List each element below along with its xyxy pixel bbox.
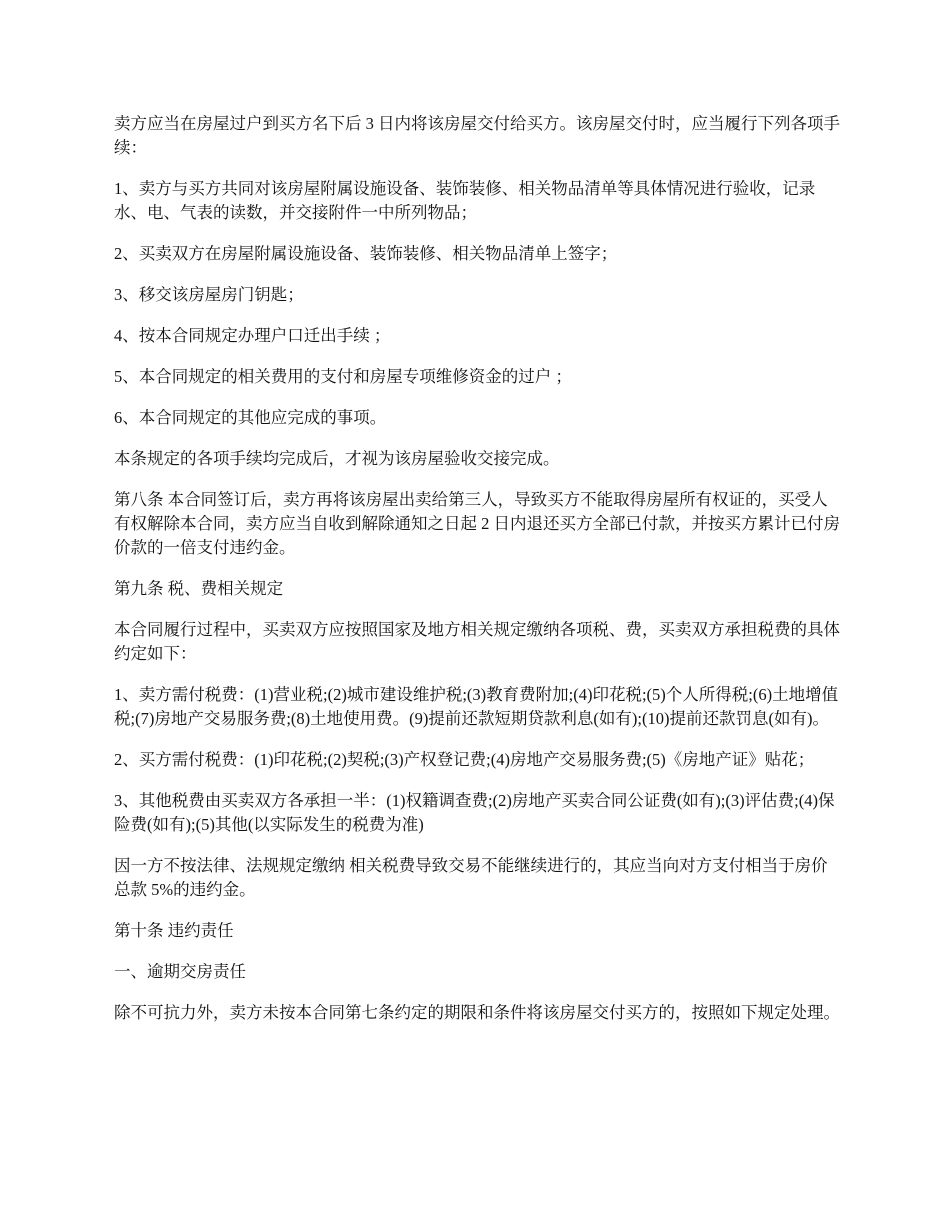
paragraph-handover-item-4: 4、按本合同规定办理户口迁出手续 ； (114, 326, 391, 345)
document-body (114, 112, 840, 1042)
subheading-late-delivery: 一、逾期交房责任 (114, 962, 246, 981)
paragraph-article-8: 第八条 本合同签订后，卖方再将该房屋出卖给第三人，导致买方不能取得房屋所有权证的，买受人有权解除本合同，卖方应当自收到解除通知之日起 2 日内退还买方全部已付款，并按买方累计已付房价款的一倍支付违约金。 (114, 490, 840, 557)
paragraph-tax-intro: 本合同履行过程中，买卖双方应按照国家及地方相关规定缴纳各项税、费，买卖双方承担税费的具体约定如下： (114, 620, 840, 663)
paragraph-shared-taxes: 3、其他税费由买卖双方各承担一半：(1)权籍调查费;(2)房地产买卖合同公证费(如有);(3)评估费;(4)保险费(如有);(5)其他(以实际发生的税费为准) (114, 791, 835, 834)
paragraph-handover-item-5: 5、本合同规定的相关费用的支付和房屋专项维修资金的过户 ； (114, 367, 572, 386)
paragraph-tax-penalty: 因一方不按法律、法规规定缴纳 相关税费导致交易不能继续进行的，其应当向对方支付相当于房价总款 5%的违约金。 (114, 856, 828, 899)
paragraph-handover-item-6: 6、本合同规定的其他应完成的事项。 (114, 408, 387, 427)
paragraph-late-delivery: 除不可抗力外，卖方未按本合同第七条约定的期限和条件将该房屋交付买方的，按照如下规定处理。 (114, 1003, 840, 1022)
paragraph-seller-taxes: 1、卖方需付税费：(1)营业税;(2)城市建设维护税;(3)教育费附加;(4)印花税;(5)个人所得税;(6)土地增值税;(7)房地产交易服务费;(8)土地使用费。(9)提前还款短期贷款利息(如有);(10)提前还款罚息(如有)。 (114, 685, 839, 728)
heading-article-9: 第九条 税、费相关规定 (114, 579, 284, 598)
paragraph-handover-item-2: 2、买卖双方在房屋附属设施设备、装饰装修、相关物品清单上签字； (114, 244, 618, 263)
paragraph-handover-item-1: 1、卖方与买方共同对该房屋附属设施设备、装饰装修、相关物品清单等具体情况进行验收，记录水、电、气表的读数，并交接附件一中所列物品； (114, 179, 816, 222)
paragraph-handover-item-3: 3、移交该房屋房门钥匙； (114, 285, 304, 304)
paragraph-handover-complete: 本条规定的各项手续均完成后，才视为该房屋验收交接完成。 (114, 449, 560, 468)
heading-article-10: 第十条 违约责任 (114, 921, 234, 940)
paragraph-handover-intro: 卖方应当在房屋过户到买方名下后 3 日内将该房屋交付给买方。该房屋交付时，应当履行下列各项手续： (114, 114, 840, 157)
paragraph-buyer-taxes: 2、买方需付税费：(1)印花税;(2)契税;(3)产权登记费;(4)房地产交易服务费;(5)《房地产证》贴花； (114, 750, 815, 769)
